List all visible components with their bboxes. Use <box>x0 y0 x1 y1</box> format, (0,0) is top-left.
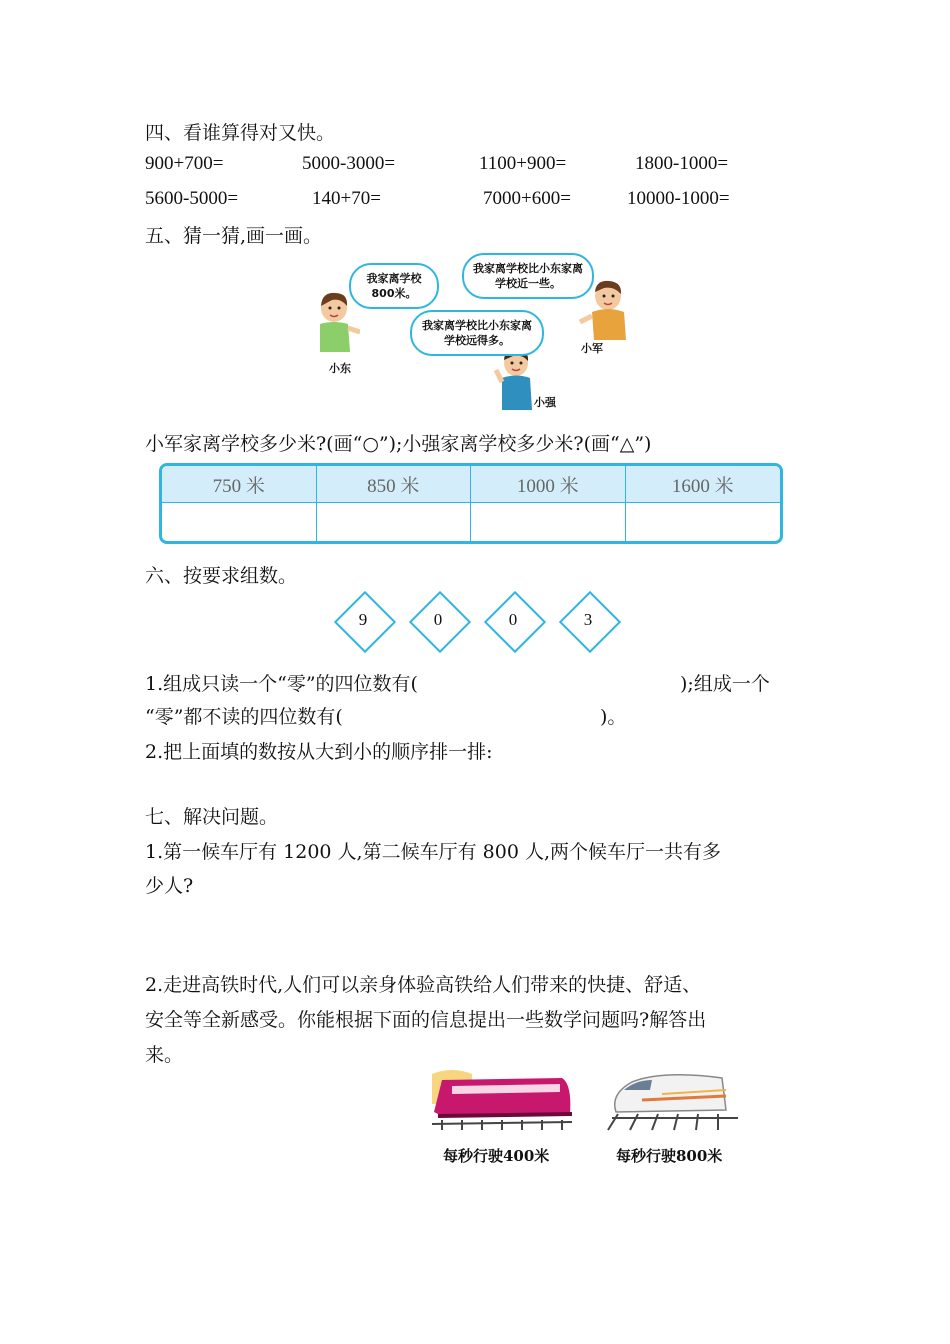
digit-card: 9 <box>358 610 368 629</box>
answer-cell[interactable] <box>162 503 317 541</box>
section-7-title: 七、解决问题。 <box>145 806 279 828</box>
label-xiaojun: 小军 <box>581 342 603 355</box>
section-4-title: 四、看谁算得对又快。 <box>145 122 336 144</box>
question-6-1-part1: 1.组成只读一个“零”的四位数有( <box>145 673 418 695</box>
question-7-2-line2: 安全等全新感受。你能根据下面的信息提出一些数学问题吗?解答出 <box>145 1009 707 1031</box>
distance-option: 1000 米 <box>471 466 626 503</box>
train-2-caption: 每秒行驶800米 <box>616 1147 723 1165</box>
train-1-caption: 每秒行驶400米 <box>443 1147 550 1165</box>
expression: 900+700= <box>145 153 224 174</box>
question-6-1-part2: );组成一个 <box>680 673 770 695</box>
label-xiaoqiang: 小强 <box>534 396 556 409</box>
expression: 5600-5000= <box>145 188 239 209</box>
question-7-1-line2: 少人? <box>145 875 194 897</box>
section-6-title: 六、按要求组数。 <box>145 565 298 587</box>
speech-bubble-xiaojun: 我家离学校比小东家离学校近一些。 <box>462 253 594 299</box>
boy-xiaodong-figure <box>310 290 360 360</box>
expression: 140+70= <box>312 188 381 209</box>
answer-cell[interactable] <box>626 503 781 541</box>
expression: 5000-3000= <box>302 153 396 174</box>
speech-bubble-xiaoqiang: 我家离学校比小东家离学校远得多。 <box>410 310 544 356</box>
expression: 1100+900= <box>479 153 567 174</box>
distance-options-table <box>159 463 783 544</box>
section-5-question: 小军家离学校多少米?(画“○”);小强家离学校多少米?(画“△”) <box>145 433 652 455</box>
expression: 10000-1000= <box>627 188 730 209</box>
digit-card: 0 <box>433 610 443 629</box>
question-6-1-part4: )。 <box>600 706 627 728</box>
label-xiaodong: 小东 <box>329 362 351 375</box>
question-6-1-part3: “零”都不读的四位数有( <box>145 706 343 728</box>
expression: 1800-1000= <box>635 153 729 174</box>
distance-option: 850 米 <box>317 466 472 503</box>
distance-option: 1600 米 <box>626 466 781 503</box>
pink-train-illustration <box>432 1064 572 1136</box>
speech-bubble-xiaodong: 我家离学校 800米。 <box>349 263 439 309</box>
expression: 7000+600= <box>483 188 571 209</box>
digit-card: 3 <box>583 610 593 629</box>
digit-card: 0 <box>508 610 518 629</box>
distance-option: 750 米 <box>162 466 317 503</box>
question-7-2-line3: 来。 <box>145 1044 184 1066</box>
question-6-2: 2.把上面填的数按从大到小的顺序排一排: <box>145 741 493 763</box>
question-7-2-line1: 2.走进高铁时代,人们可以亲身体验高铁给人们带来的快捷、舒适、 <box>145 974 702 996</box>
question-7-1-line1: 1.第一候车厅有 1200 人,第二候车厅有 800 人,两个候车厅一共有多 <box>145 841 721 863</box>
section-5-title: 五、猜一猜,画一画。 <box>145 225 323 247</box>
answer-cell[interactable] <box>317 503 472 541</box>
bullet-train-illustration <box>602 1064 742 1136</box>
answer-cell[interactable] <box>471 503 626 541</box>
